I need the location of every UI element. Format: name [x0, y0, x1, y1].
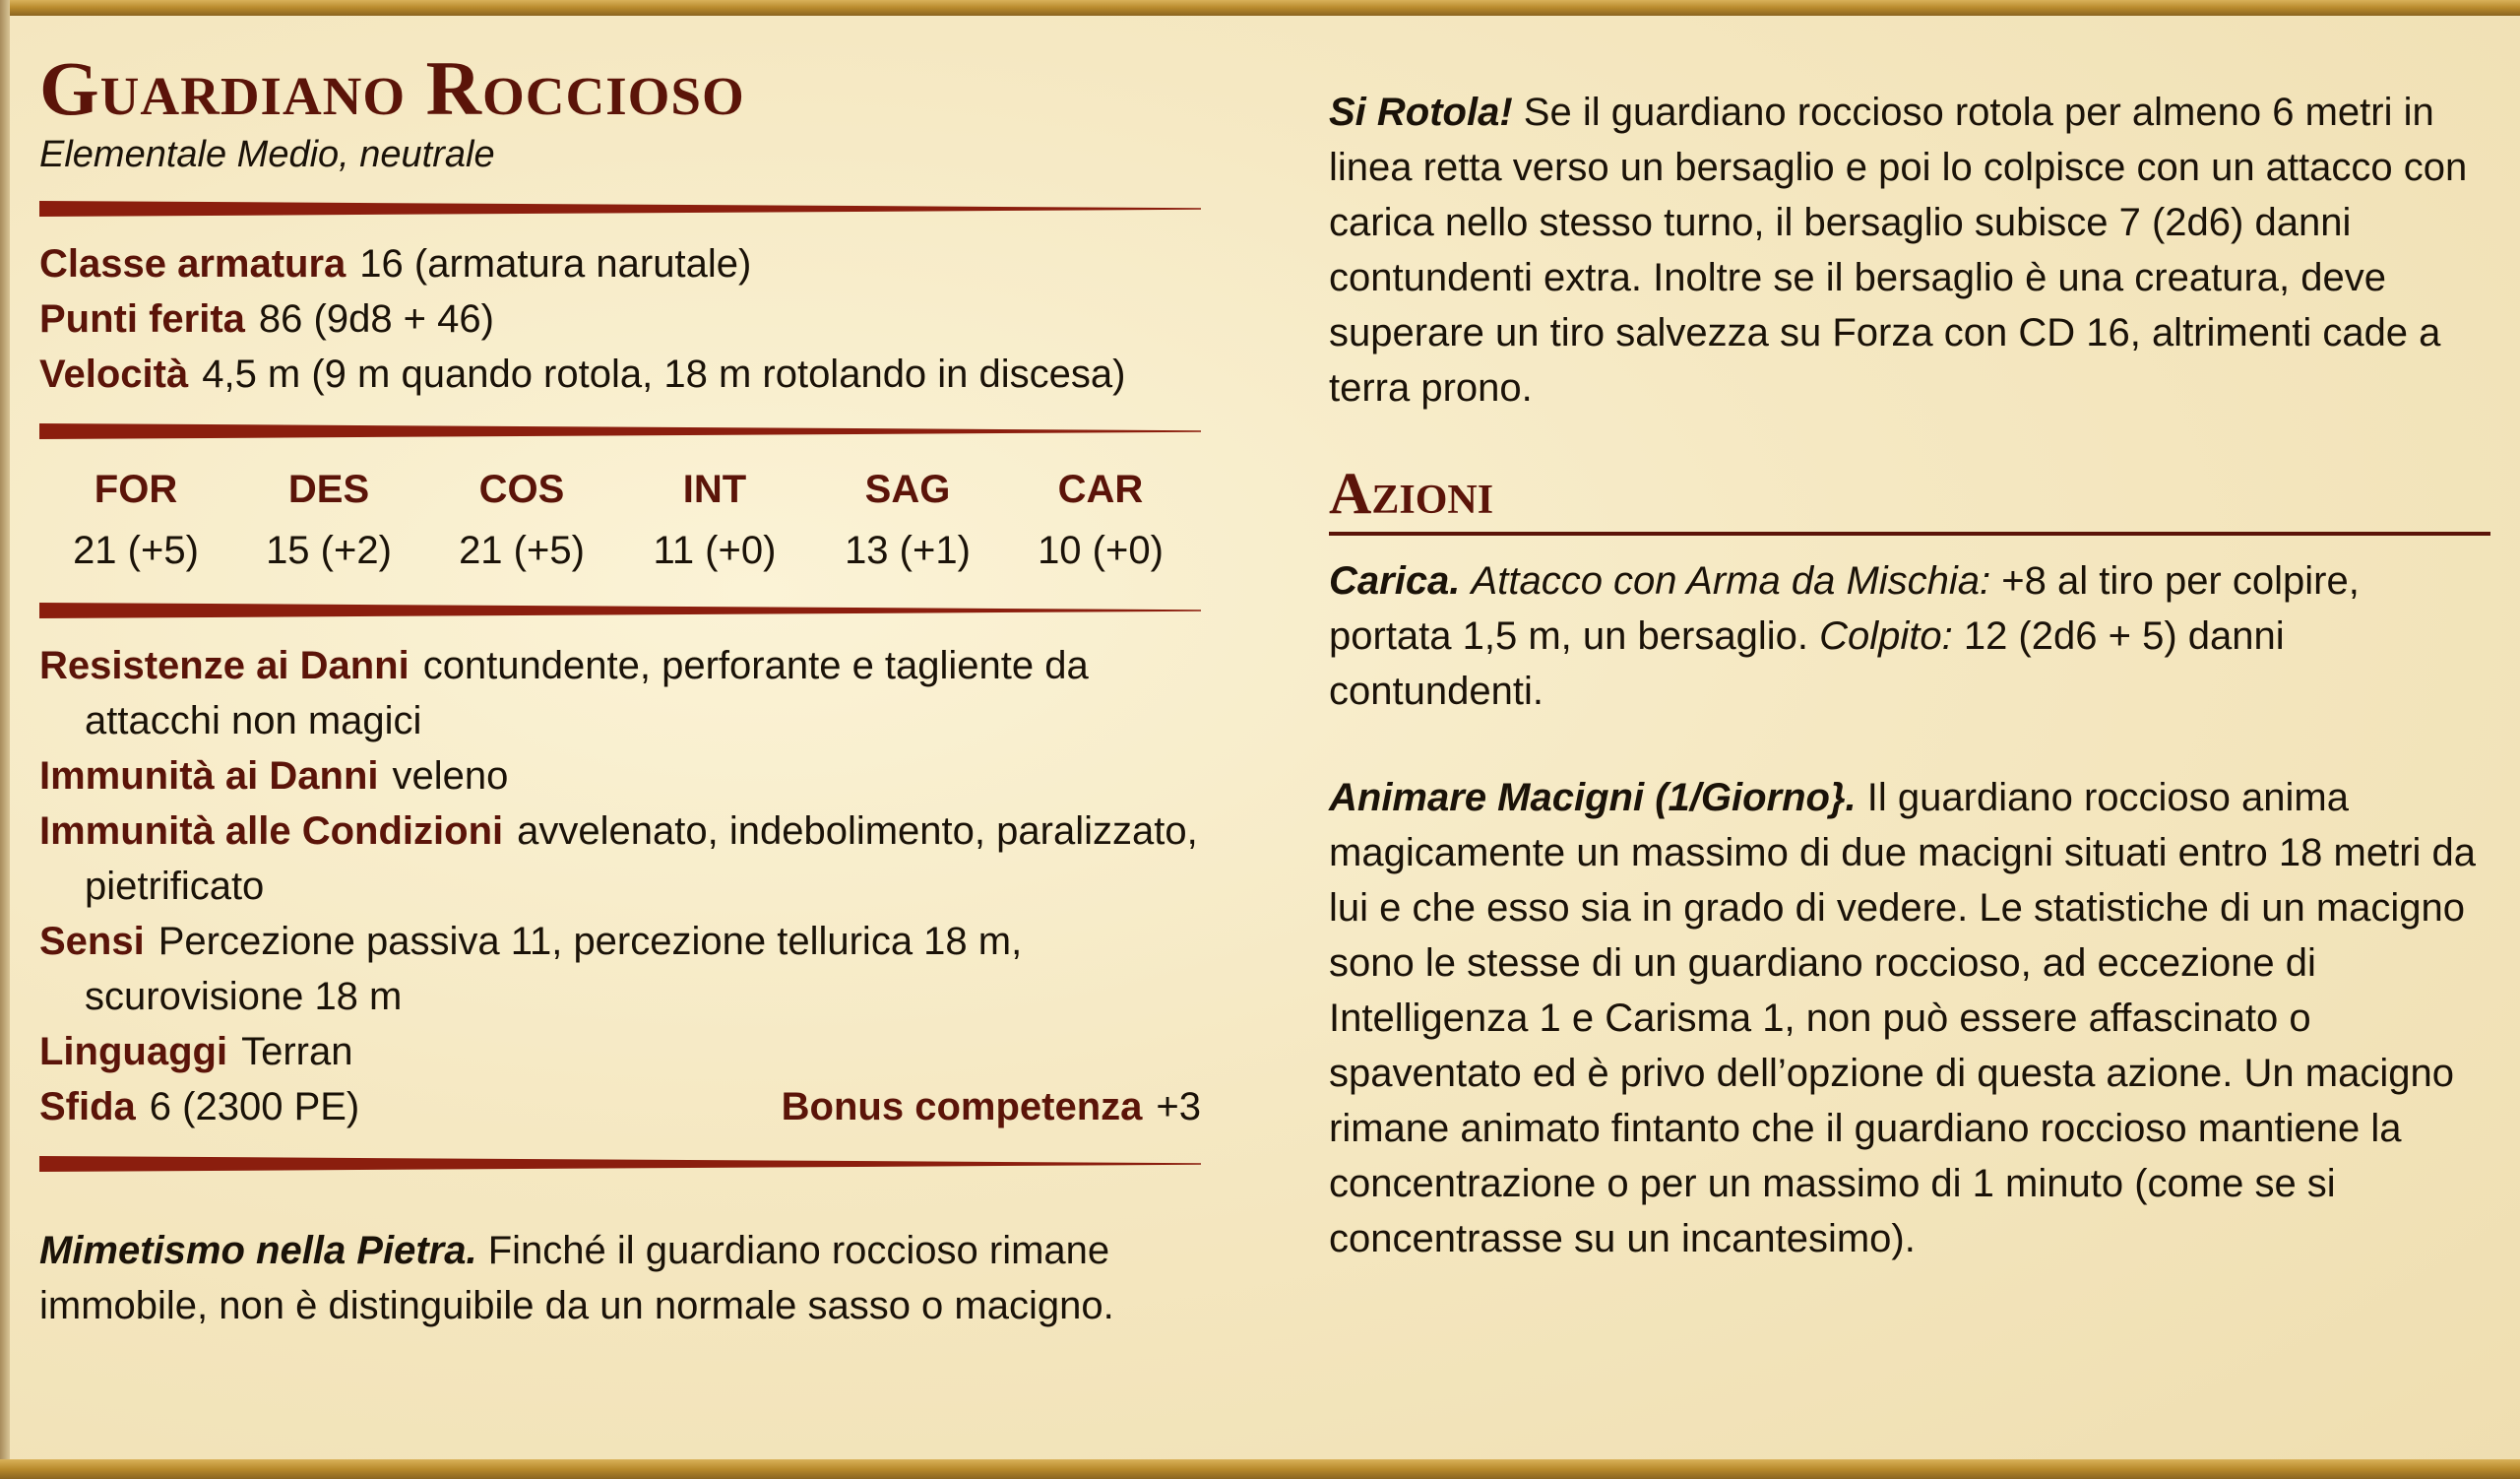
ability-value: 13 (+1) — [845, 529, 971, 572]
languages-label: Linguaggi — [39, 1030, 228, 1073]
top-border — [0, 0, 2520, 16]
ability-name: COS — [478, 468, 565, 511]
speed-line — [39, 347, 1201, 402]
condition-immunities-value: avvelenato, indebolimento, paralizzato, pietrificato — [85, 809, 1198, 908]
senses-line — [39, 914, 1201, 1024]
speed-label: Velocità — [39, 353, 189, 396]
senses-value: Percezione passiva 11, percezione tellurica 18 m, scurovisione 18 m — [85, 920, 1023, 1018]
hit-points-line — [39, 291, 1201, 347]
challenge-line — [39, 1079, 359, 1134]
damage-immunities-line — [39, 748, 1201, 804]
hit-label: Colpito: — [1819, 614, 1953, 658]
ability-value: 10 (+0) — [1038, 529, 1164, 572]
ability-value: 15 (+2) — [266, 529, 392, 572]
armor-class-value: 16 (armatura narutale) — [359, 242, 752, 286]
actions-rule — [1329, 532, 2490, 536]
trait-si-rotola — [1329, 85, 2490, 416]
action-text: Il guardiano roccioso anima magicamente un massimo di due macigni situati entro 18 metri da lui e che esso sia in grado di vedere. Le statistiche di un macigno sono le stesse di un guardiano roccioso, ad eccezione di Intelligenza 1 e Carisma 1, non può essere affascinato o spaventato ed è privo dell’opzione di questa azione. Un macigno rimane animato fintanto che il guardiano roccioso mantiene la concentrazione o per un massimo di 1 minuto (come se si concentrasse su un incantesimo). — [1329, 776, 2476, 1260]
challenge-label: Sfida — [39, 1085, 136, 1128]
ability-name: INT — [682, 468, 747, 511]
proficiency-bonus-value: +3 — [1156, 1085, 1201, 1128]
trait-name: Mimetismo nella Pietra. — [39, 1229, 477, 1272]
ability-name: CAR — [1057, 468, 1144, 511]
hit-points-value: 86 (9d8 + 46) — [258, 297, 494, 341]
condition-immunities-line — [39, 804, 1201, 914]
ability-des — [232, 459, 425, 581]
damage-immunities-label: Immunità ai Danni — [39, 754, 379, 798]
attack-type: Attacco con Arma da Mischia: — [1471, 559, 1991, 603]
ability-cos — [425, 459, 618, 581]
ability-value: 11 (+0) — [653, 529, 777, 572]
left-border — [0, 0, 10, 1479]
ability-int — [618, 459, 811, 581]
action-animare-macigni — [1329, 770, 2490, 1266]
bottom-border — [0, 1459, 2520, 1479]
languages-value: Terran — [241, 1030, 353, 1073]
attack-details: +8 al tiro per colpire, portata 1,5 m, un bersaglio. — [1329, 559, 2360, 658]
senses-label: Sensi — [39, 920, 145, 963]
monster-type: Elementale Medio, neutrale — [39, 134, 495, 175]
ability-value: 21 (+5) — [459, 529, 585, 572]
challenge-value: 6 (2300 PE) — [149, 1085, 360, 1128]
trait-mimetismo — [39, 1223, 1201, 1333]
ability-name: DES — [287, 468, 370, 511]
damage-resistances-line — [39, 638, 1201, 748]
damage-resistances-value: contundente, perforante e tagliente da attacchi non magici — [85, 644, 1089, 742]
ability-scores — [39, 459, 1201, 581]
damage-immunities-value: veleno — [392, 754, 509, 798]
ability-name: FOR — [94, 468, 178, 511]
languages-line — [39, 1024, 1201, 1079]
ability-for — [39, 459, 232, 581]
divider — [39, 201, 1201, 217]
action-name: Animare Macigni (1/Giorno}. — [1329, 776, 1857, 819]
monster-name: Guardiano Roccioso — [39, 45, 745, 131]
proficiency-bonus-label: Bonus competenza — [781, 1085, 1143, 1128]
condition-immunities-label: Immunità alle Condizioni — [39, 809, 504, 853]
challenge-row — [39, 1079, 1201, 1134]
hit-text: 12 (2d6 + 5) danni contundenti. — [1329, 614, 2285, 713]
ability-sag — [811, 459, 1004, 581]
action-carica — [1329, 553, 2490, 719]
action-name: Carica. — [1329, 559, 1461, 603]
ability-car — [1004, 459, 1197, 581]
damage-resistances-label: Resistenze ai Danni — [39, 644, 410, 687]
speed-value: 4,5 m (9 m quando rotola, 18 m rotolando in discesa) — [202, 353, 1126, 396]
ability-value: 21 (+5) — [73, 529, 199, 572]
hit-points-label: Punti ferita — [39, 297, 245, 341]
right-column — [1329, 85, 2490, 1266]
trait-name: Si Rotola! — [1329, 91, 1513, 134]
armor-class-label: Classe armatura — [39, 242, 346, 286]
ability-name: SAG — [864, 468, 951, 511]
proficiency-bonus-line — [782, 1079, 1201, 1134]
trait-text: Se il guardiano roccioso rotola per almeno 6 metri in linea retta verso un bersaglio e poi lo colpisce con un attacco con carica nello stesso turno, il bersaglio subisce 7 (2d6) danni contundenti extra. Inoltre se il bersaglio è una creatura, deve superare un tiro salvezza su Forza con CD 16, altrimenti cade a terra prono. — [1329, 91, 2468, 410]
trait-text: Finché il guardiano roccioso rimane immobile, non è distinguibile da un normale sasso o macigno. — [39, 1229, 1114, 1327]
actions-heading: Azioni — [1329, 461, 1494, 526]
divider — [39, 423, 1201, 439]
divider — [39, 603, 1201, 618]
armor-class-line — [39, 236, 1201, 291]
left-column — [39, 47, 1201, 1333]
divider — [39, 1156, 1201, 1172]
